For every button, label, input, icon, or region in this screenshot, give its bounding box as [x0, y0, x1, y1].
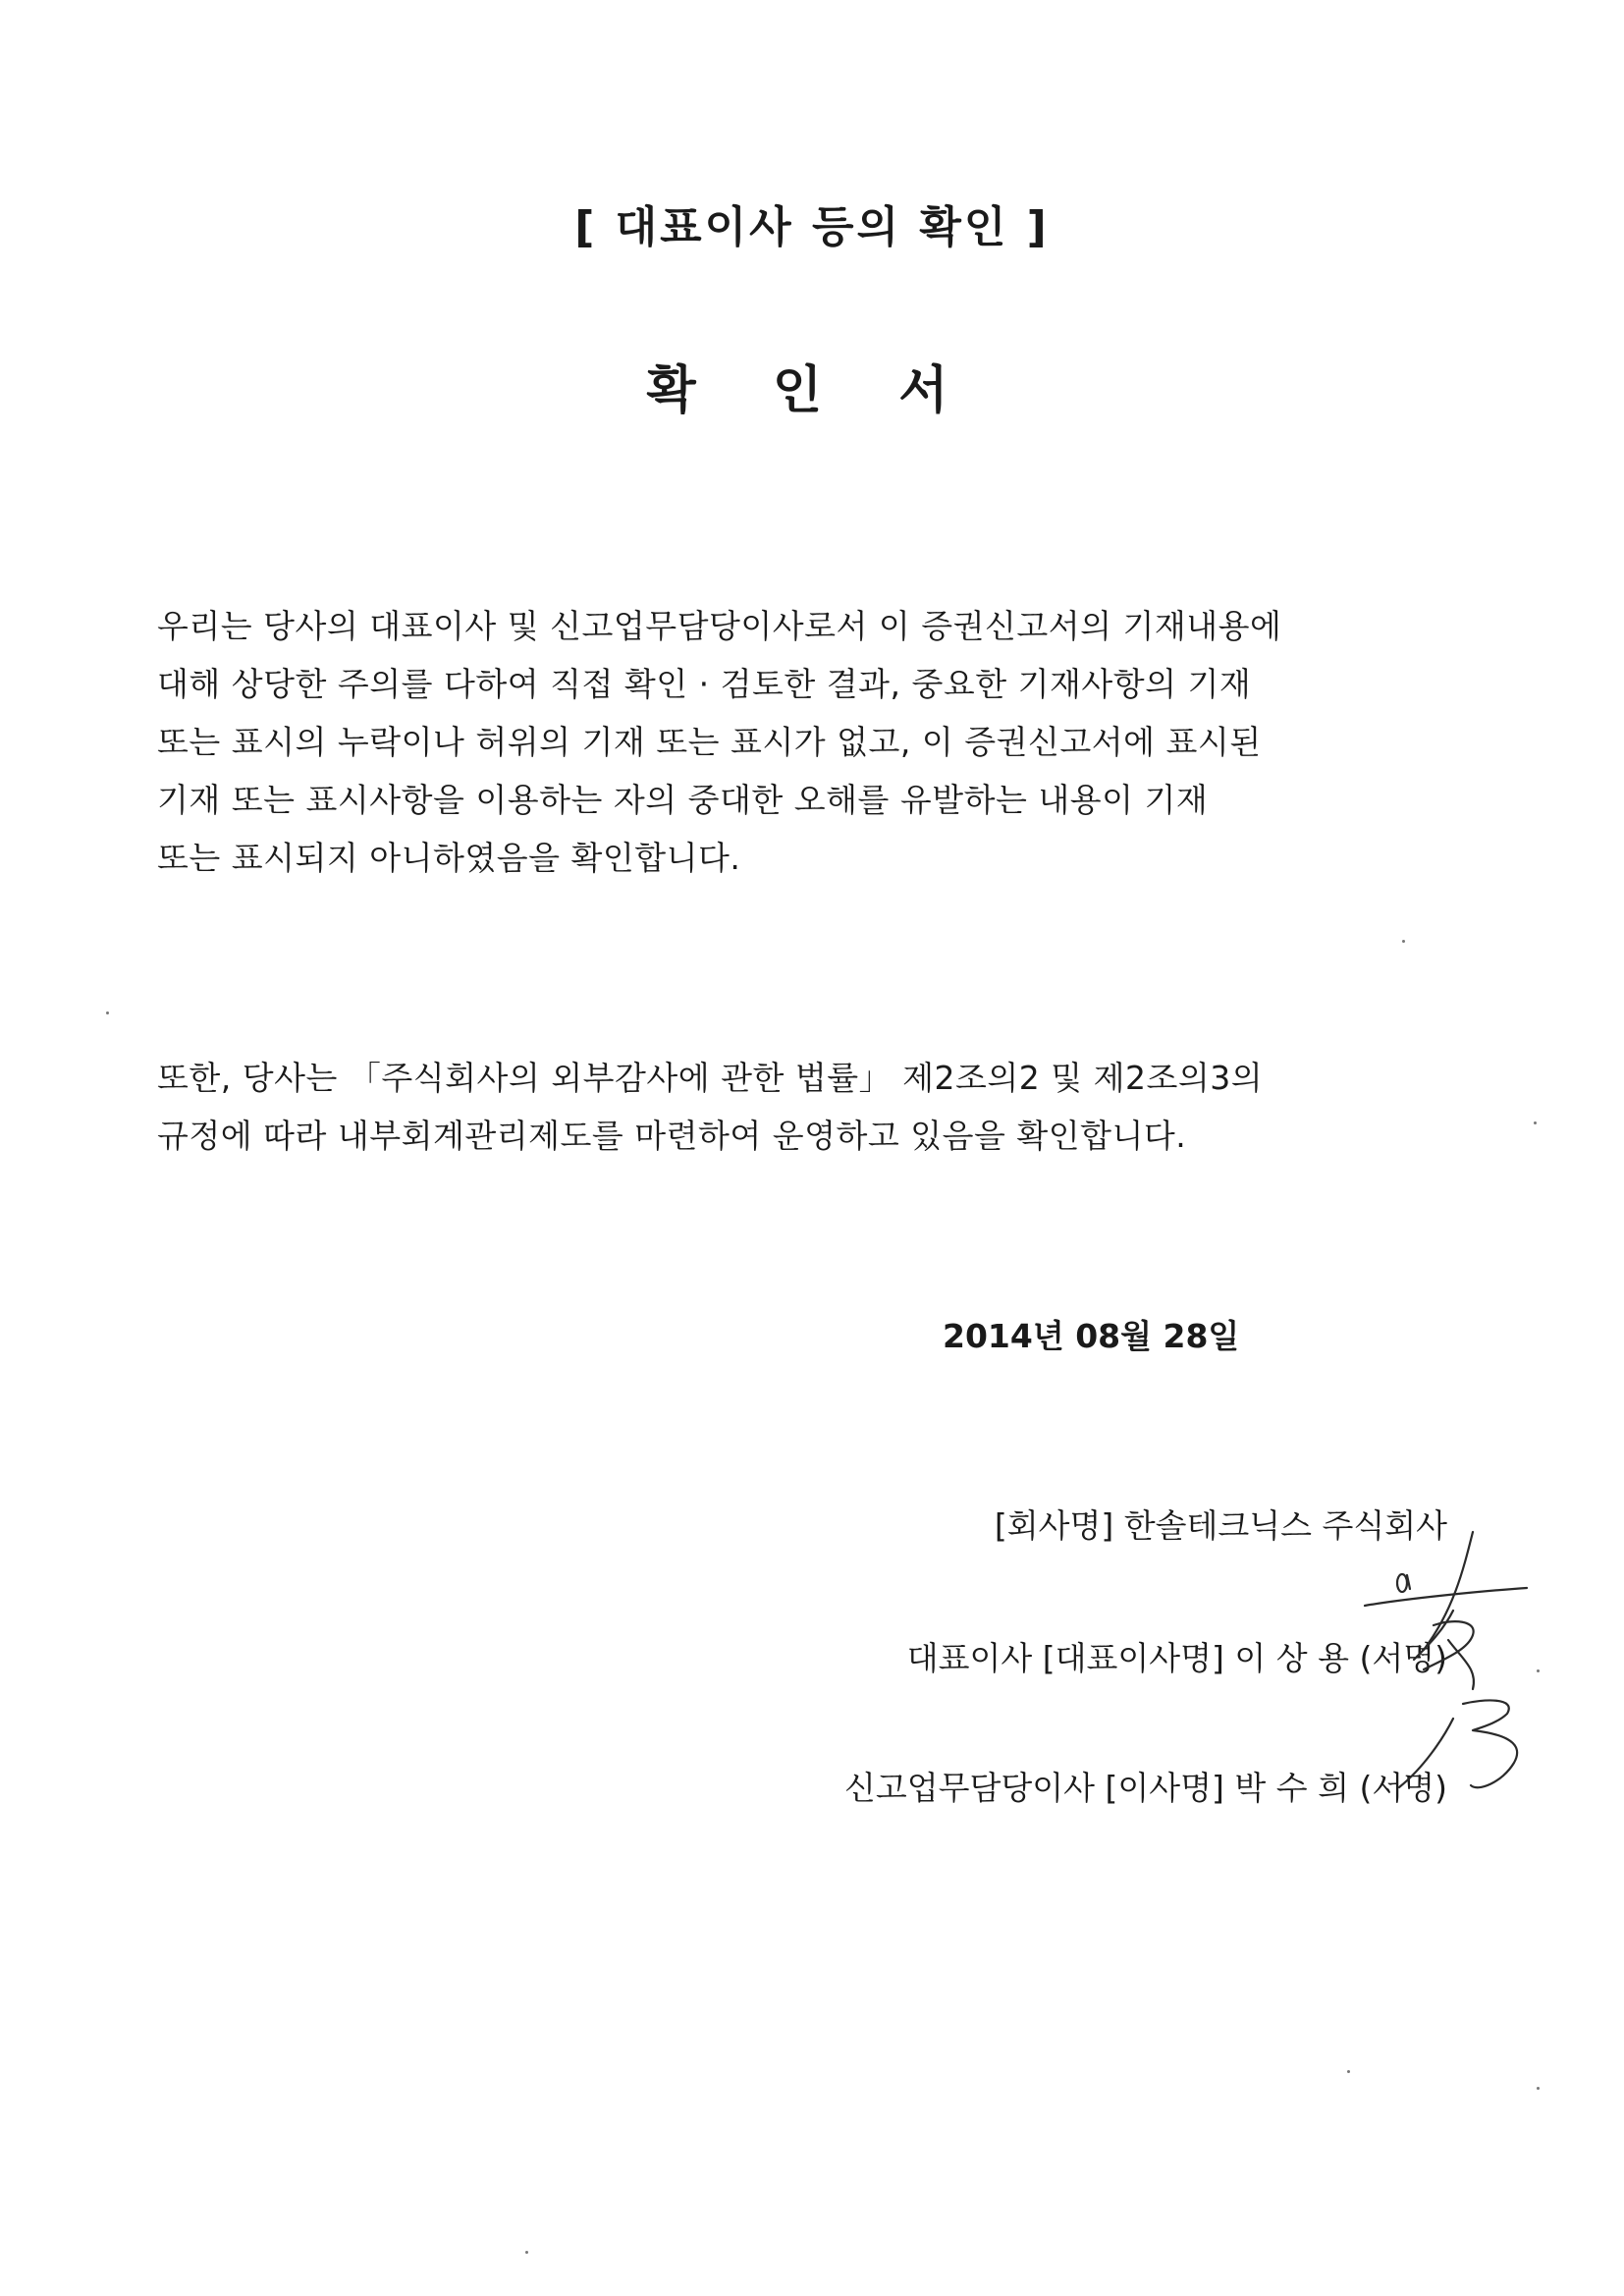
company-name-line: [회사명] 한솔테크닉스 주식회사: [994, 1506, 1447, 1545]
scan-speck: [1347, 2070, 1350, 2073]
scan-speck: [1537, 2087, 1540, 2090]
document-date: 2014년 08월 28일: [943, 1317, 1240, 1355]
scan-speck: [106, 1011, 109, 1014]
document-header: [ 대표이사 등의 확인 ]: [574, 202, 1050, 252]
paragraph-line: 규정에 따라 내부회계관리제도를 마련하여 운영하고 있음을 확인합니다.: [157, 1117, 1187, 1155]
confirmation-paragraph: [157, 597, 1512, 887]
scan-speck: [1402, 940, 1405, 943]
paragraph-line: 기재 또는 표시사항을 이용하는 자의 중대한 오해를 유발하는 내용이 기재: [157, 781, 1209, 819]
ceo-signature-line: 대표이사 [대표이사명] 이 상 용 (서명): [906, 1639, 1447, 1677]
scan-speck: [1537, 1669, 1540, 1672]
scan-speck: [1534, 1121, 1537, 1124]
scan-speck: [525, 2251, 528, 2254]
internal-control-paragraph: [157, 1049, 1512, 1165]
officer-signature-line: 신고업무담당이사 [이사명] 박 수 희 (서명): [844, 1769, 1447, 1807]
paragraph-line: 또한, 당사는 「주식회사의 외부감사에 관한 법률」 제2조의2 및 제2조의3의: [157, 1059, 1264, 1097]
document-title: 확 인 서: [646, 361, 978, 420]
paragraph-line: 또는 표시되지 아니하였음을 확인합니다.: [157, 839, 741, 877]
paragraph-line: 대해 상당한 주의를 다하여 직접 확인 · 검토한 결과, 중요한 기재사항의 기재: [157, 665, 1252, 703]
paragraph-line: 우리는 당사의 대표이사 및 신고업무담당이사로서 이 증권신고서의 기재내용에: [157, 607, 1282, 645]
paragraph-line: 또는 표시의 누락이나 허위의 기재 또는 표시가 없고, 이 증권신고서에 표시된: [157, 723, 1262, 761]
